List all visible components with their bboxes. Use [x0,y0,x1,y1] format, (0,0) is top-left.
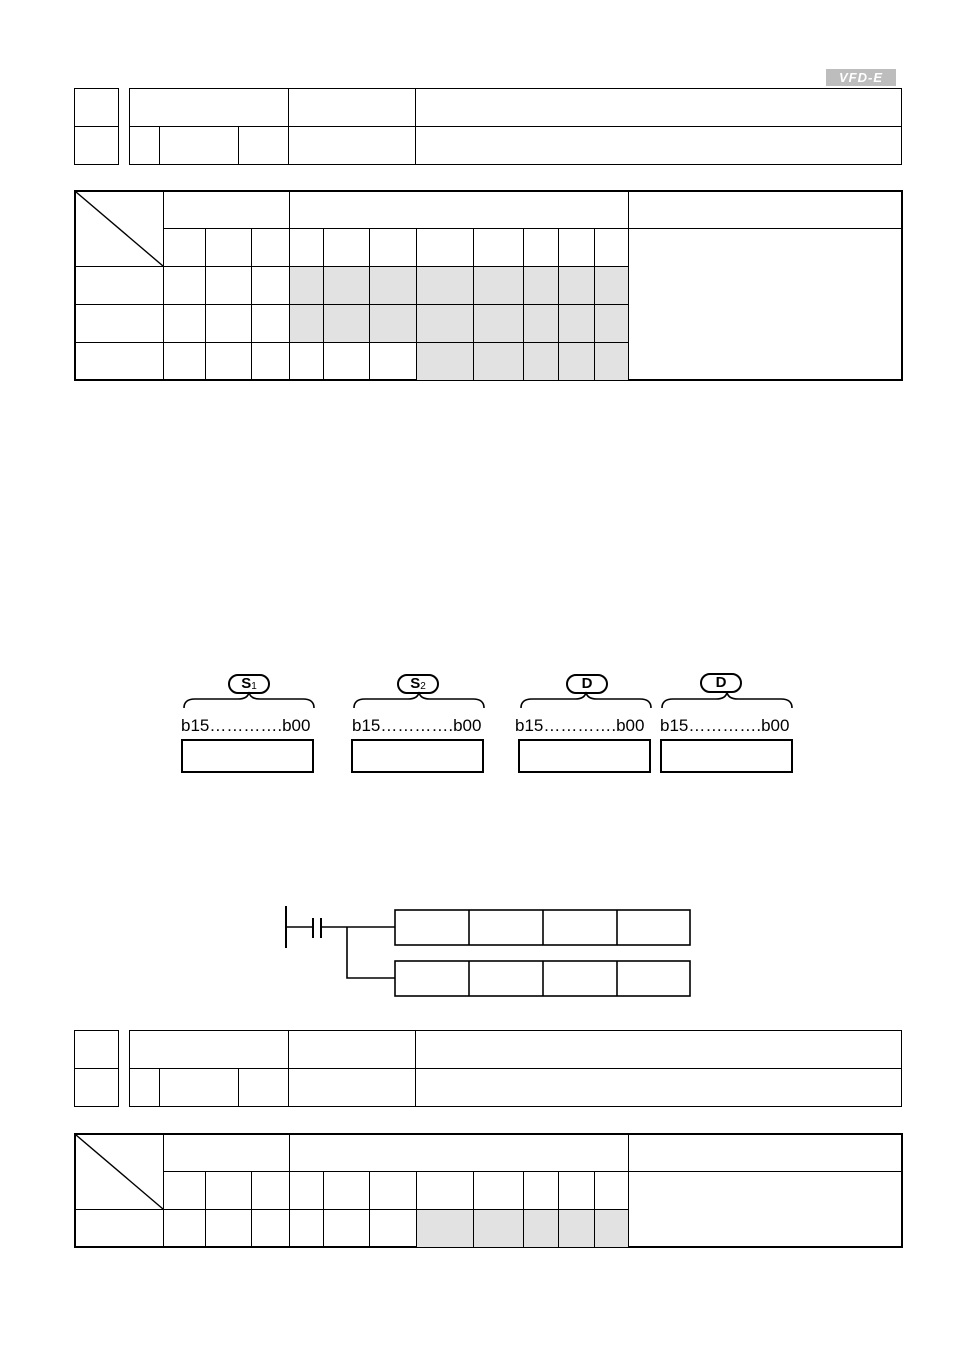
operand-braces [184,692,792,708]
api-cell-2 [74,1030,119,1069]
device-col-header [251,1171,290,1210]
d2-brace [662,692,792,708]
mnemonic-header-cell-2 [129,1030,289,1069]
device-col-header [523,1171,559,1210]
s1-brace [184,692,314,708]
device-col-header [163,1171,206,1210]
word-devices-header [289,1133,629,1172]
device-col-header [369,1171,417,1210]
device-col-header [558,1171,595,1210]
device-col-header [323,1171,370,1210]
device-cell [205,1209,252,1248]
d1-bit-range: b15………….b00 [515,716,645,735]
operand-row-label [74,1209,164,1248]
operands-header-cell-2 [288,1030,416,1069]
s2-operand-label: $S_2$ [397,674,439,694]
api-number-cell-2 [74,1068,119,1107]
device-cell [369,1209,417,1248]
device-cell [251,1209,290,1248]
device-cell [523,1209,559,1248]
device-cell [416,1209,474,1248]
device-col-header [289,1171,324,1210]
device-cell [163,1209,206,1248]
device-col-header [205,1171,252,1210]
d-operand-label-1: D [566,674,608,694]
function-header-cell-2 [415,1030,902,1069]
mnemonic-d-cell-2 [129,1068,160,1107]
operands-cell-2 [288,1068,416,1107]
mnemonic-p-cell-2 [238,1068,289,1107]
corner-diagonal [76,1135,163,1209]
device-cell [289,1209,324,1248]
d2-bit-range: b15………….b00 [660,716,790,735]
bit-devices-header [163,1133,290,1172]
device-col-header [594,1171,629,1210]
mnemonic-name-cell-2 [159,1068,239,1107]
notes-header [628,1133,903,1172]
s1-operand-label: $S_1$ [228,674,270,694]
s2-bit-range: b15………….b00 [352,716,482,735]
device-cell [558,1209,595,1248]
device-col-header [416,1171,474,1210]
function-cell-2 [415,1068,902,1107]
device-cell [473,1209,524,1248]
s1-bit-range: b15………….b00 [181,716,311,735]
d-operand-label-2: D [700,673,742,693]
d1-brace [521,692,651,708]
device-cell [323,1209,370,1248]
notes-area [628,1171,903,1248]
ladder-rung [286,906,690,996]
device-col-header [473,1171,524,1210]
branch-wire [347,927,395,978]
s2-brace [354,692,484,708]
vfd-e-logo: VFD-E [826,69,896,86]
device-cell [594,1209,629,1248]
